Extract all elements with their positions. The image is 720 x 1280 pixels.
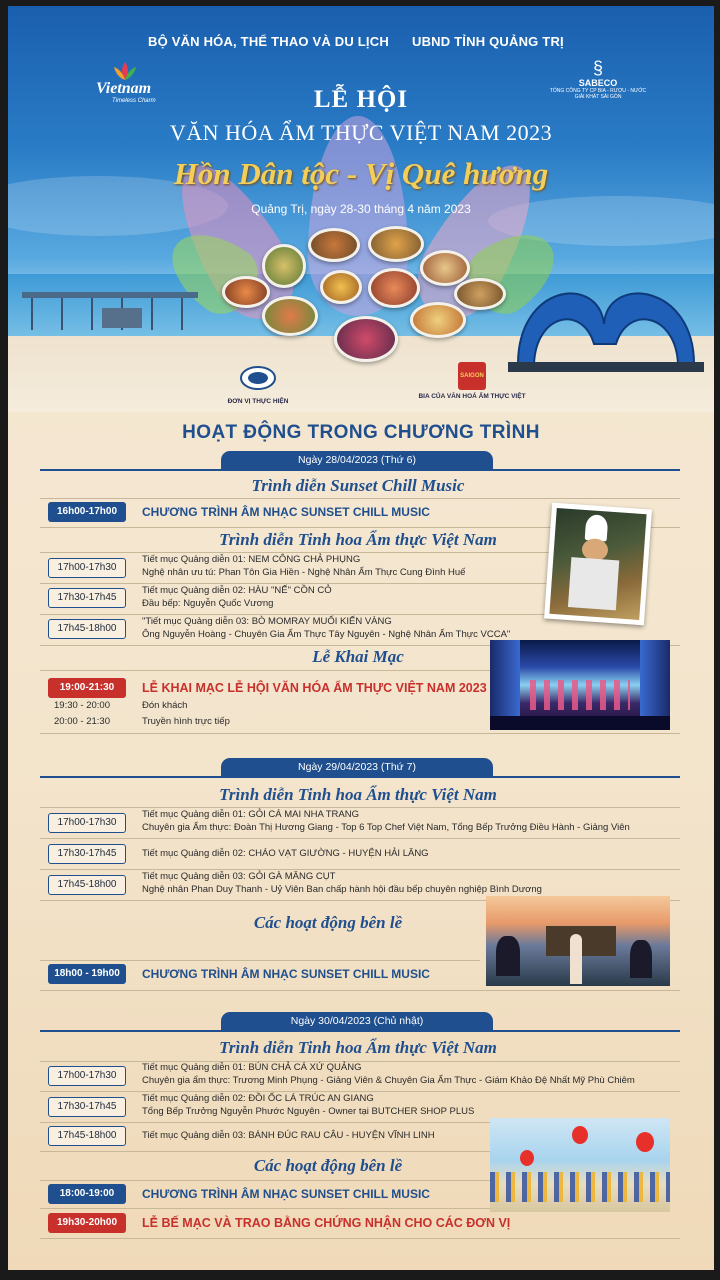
day2-time-3: 17h45-18h00 — [48, 875, 126, 895]
dish-image — [320, 270, 362, 304]
day3-event-3-title: Tiết mục Quảng diễn 03: BÁNH ĐÚC RAU CÂU - HUYỆN VĨNH LINH — [142, 1130, 435, 1141]
day1-time-1: 16h00-17h00 — [48, 502, 126, 522]
festival-poster — [8, 6, 714, 1270]
vietnam-tourism-logo: Vietnam Timeless Charm — [92, 58, 172, 112]
day1-sub-event-a: Đón khách — [142, 700, 188, 711]
festival-slogan: Hồn Dân tộc - Vị Quê hương — [173, 156, 549, 191]
day2-event-3-title: Tiết mục Quảng diễn 03: GỎI GÀ MĂNG CỤT — [142, 871, 336, 882]
day3-time-4: 18:00-19:00 — [48, 1184, 126, 1204]
day2-time-1: 17h00-17h30 — [48, 813, 126, 833]
day2-time-2: 17h30-17h45 — [48, 844, 126, 864]
day1-sub-time-a: 19:30 - 20:00 — [54, 700, 110, 711]
day3-event-1-title: Tiết mục Quảng diễn 01: BÚN CHẢ CÁ XỨ QUẢNG — [142, 1062, 362, 1073]
day1-event-4-title: "Tiết mục Quảng diễn 03: BÒ MOMRAY MUỐI KIẾN VÀNG — [142, 616, 392, 627]
day3-section-cuisine: Trình diễn Tinh hoa Ẩm thực Việt Nam — [219, 1038, 497, 1057]
dish-image — [368, 226, 424, 262]
dish-image — [334, 316, 398, 362]
day1-event-3-chef: Đầu bếp: Nguyễn Quốc Vương — [142, 598, 274, 609]
day3-event-5: LỄ BẾ MẠC VÀ TRAO BẰNG CHỨNG NHẬN CHO CÁC ĐƠN VỊ — [142, 1216, 511, 1230]
day1-time-5: 19:00-21:30 — [48, 678, 126, 698]
day3-divider — [40, 1030, 680, 1032]
festival-subtitle: VĂN HÓA ẨM THỰC VIỆT NAM 2023 — [169, 120, 553, 145]
day2-event-3-chef: Nghệ nhân Phan Duy Thanh - Uỷ Viên Ban chấp hành hội đầu bếp chuyên nghiệp Bình Dương — [142, 884, 542, 895]
day1-section-cuisine: Trình diễn Tinh hoa Ẩm thực Việt Nam — [219, 530, 497, 549]
day2-event-1-chef: Chuyên gia Ẩm thực: Đoàn Thị Hương Giang - Top 6 Top Chef Việt Nam, Tổng Bếp Trưởng Điều Hành - Giảng Viên — [142, 822, 630, 833]
day1-event-1: CHƯƠNG TRÌNH ÂM NHẠC SUNSET CHILL MUSIC — [142, 505, 430, 519]
pier-bridge-image — [22, 278, 198, 332]
day1-event-2-title: Tiết mục Quảng diễn 01: NEM CÔNG CHẢ PHỤNG — [142, 554, 361, 565]
day1-time-4: 17h45-18h00 — [48, 619, 126, 639]
day1-sub-event-b: Truyền hình trực tiếp — [142, 716, 230, 727]
implementer-logo-icon — [239, 366, 277, 390]
day1-section-sunset: Trình diễn Sunset Chill Music — [251, 476, 465, 495]
day3-date: Ngày 30/04/2023 (Chủ nhật) — [221, 1012, 493, 1030]
sunset-music-photo — [486, 896, 670, 986]
festival-place-date: Quảng Trị, ngày 28-30 tháng 4 năm 2023 — [251, 202, 471, 216]
day1-section-opening: Lễ Khai Mạc — [312, 647, 404, 666]
day3-section-side: Các hoạt động bên lề — [253, 1156, 403, 1175]
dish-image — [420, 250, 470, 286]
lotus-icon — [110, 60, 140, 82]
day1-divider — [40, 469, 680, 471]
beach-balloon-photo — [490, 1118, 670, 1212]
dish-image — [308, 228, 360, 262]
sabeco-logo: § SABECO TỔNG CÔNG TY CP BIA - RƯỢU - NƯỚC GIẢI KHÁT SÀI GÒN — [549, 58, 647, 100]
day2-section-cuisine: Trình diễn Tinh hoa Ẩm thực Việt Nam — [219, 785, 497, 804]
program-title: HOẠT ĐỘNG TRONG CHƯƠNG TRÌNH — [182, 422, 540, 443]
dragon-icon: § — [592, 58, 603, 78]
dish-image — [410, 302, 466, 338]
day3-time-2: 17h30-17h45 — [48, 1097, 126, 1117]
day1-sub-time-b: 20:00 - 21:30 — [54, 716, 110, 727]
day3-event-1-chef: Chuyên gia ẩm thực: Trương Minh Phụng - Giảng Viên & Chuyên Gia Ẩm Thực - Giám Khảo Đệ Nhất Mỹ Phù Chiêm — [142, 1075, 635, 1086]
day1-event-4-chef: Ông Nguyễn Hoàng - Chuyên Gia Ẩm Thực Tây Nguyên - Nghệ Nhân Ẩm Thực VCCA" — [142, 629, 511, 640]
day2-event-4: CHƯƠNG TRÌNH ÂM NHẠC SUNSET CHILL MUSIC — [142, 967, 430, 981]
day2-event-1-title: Tiết mục Quảng diễn 01: GỎI CÁ MAI NHA TRANG — [142, 809, 359, 820]
day1-event-2-chef: Nghệ nhân ưu tú: Phan Tôn Gia Hiền - Nghệ Nhân Ẩm Thực Cung Đình Huế — [142, 567, 466, 578]
day3-event-2-title: Tiết mục Quảng diễn 02: ĐỒI ỐC LÁ TRÚC AN GIANG — [142, 1093, 374, 1104]
dish-image — [222, 276, 270, 308]
dish-image — [262, 296, 318, 336]
day1-time-3: 17h30-17h45 — [48, 588, 126, 608]
day1-time-2: 17h00-17h30 — [48, 558, 126, 578]
day1-event-5: LỄ KHAI MẠC LỄ HỘI VĂN HÓA ẨM THỰC VIỆT NAM 2023 — [142, 681, 487, 695]
day2-time-4: 18h00 - 19h00 — [48, 964, 126, 984]
day2-section-side: Các hoạt động bên lề — [253, 913, 403, 932]
day1-date: Ngày 28/04/2023 (Thứ 6) — [221, 451, 493, 469]
org-ministry: BỘ VĂN HÓA, THỂ THAO VÀ DU LỊCH — [148, 34, 389, 49]
day1-event-3-title: Tiết mục Quảng diễn 02: HÀU "NẾ" CỒN CỎ — [142, 585, 332, 596]
day3-event-2-chef: Tổng Bếp Trưởng Nguyễn Phước Nguyên - Owner tại BUTCHER SHOP PLUS — [142, 1106, 475, 1117]
day3-time-1: 17h00-17h30 — [48, 1066, 126, 1086]
implementer-badge: ĐƠN VỊ THỰC HIỆN — [224, 366, 292, 405]
day2-date: Ngày 29/04/2023 (Thứ 7) — [221, 758, 493, 776]
day3-time-5: 19h30-20h00 — [48, 1213, 126, 1233]
chef-photo — [544, 503, 652, 626]
opening-stage-photo — [490, 640, 670, 730]
festival-title: LỄ HỘI — [313, 86, 409, 113]
org-province: UBND TỈNH QUẢNG TRỊ — [412, 34, 564, 49]
day2-divider — [40, 776, 680, 778]
saigon-beer-logo: SAIGON — [458, 362, 486, 390]
arch-monument-image — [508, 264, 704, 374]
dish-image — [454, 278, 506, 310]
day2-event-2-title: Tiết mục Quảng diễn 02: CHÁO VẠT GIƯỜNG - HUYỆN HẢI LĂNG — [142, 848, 429, 859]
day3-event-4: CHƯƠNG TRÌNH ÂM NHẠC SUNSET CHILL MUSIC — [142, 1187, 430, 1201]
dish-image — [262, 244, 306, 288]
beer-sponsor-badge: SAIGON BIA CỦA VĂN HOÁ ẨM THỰC VIỆT — [412, 362, 532, 400]
dish-image — [368, 268, 420, 308]
day3-time-3: 17h45-18h00 — [48, 1126, 126, 1146]
header-banner — [8, 6, 714, 412]
